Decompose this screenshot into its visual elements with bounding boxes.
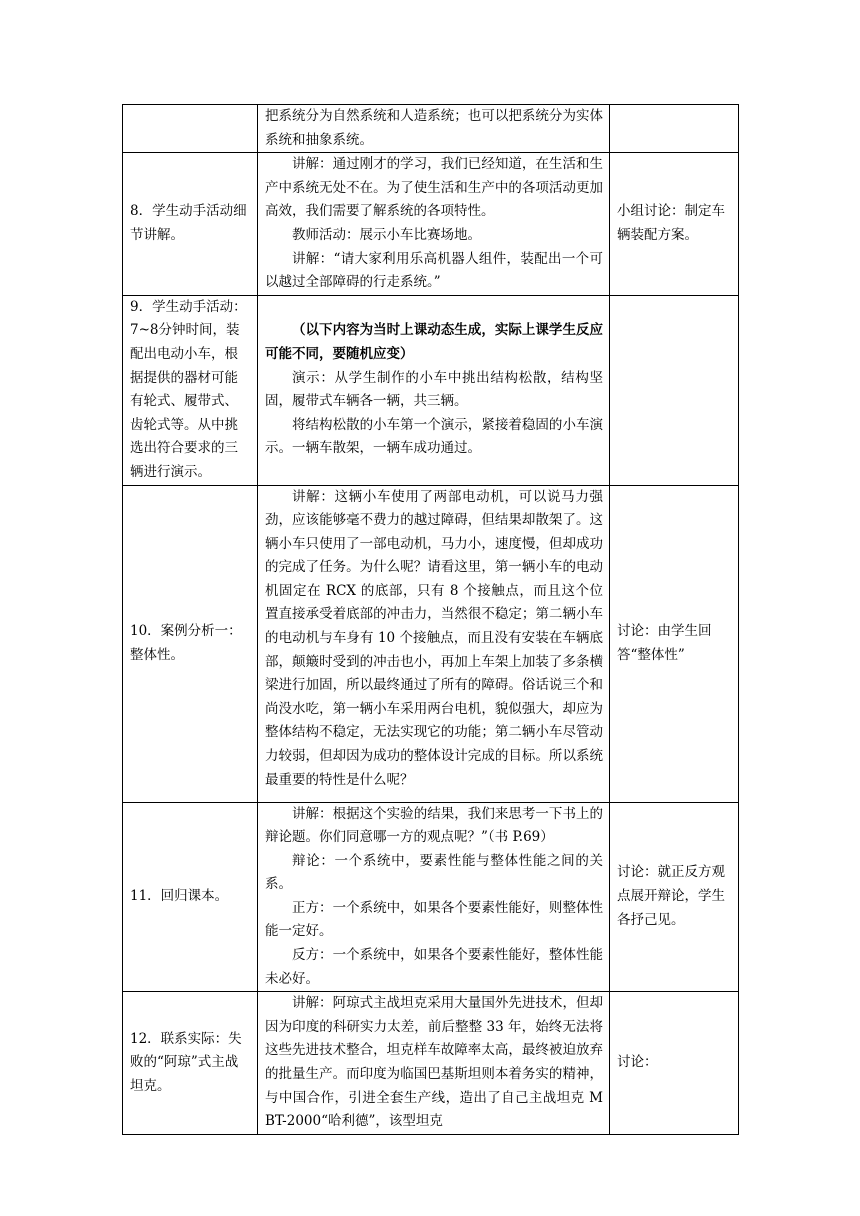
table-row (123, 485, 739, 802)
content-paragraph: 讲解：“请大家利用乐高机器人组件，装配出一个可以越过全部障碍的行走系统。” (265, 250, 603, 291)
content-paragraph: 演示：从学生制作的小车中挑出结构松散，结构坚固，履带式车辆各一辆，共三辆。 (265, 369, 603, 410)
content-cell (258, 485, 610, 802)
activity-cell (610, 105, 739, 153)
activity-cell: 小组讨论：制定车辆装配方案。 (610, 153, 739, 296)
step-cell: 11．回归课本。 (123, 802, 258, 992)
content-paragraph: 讲解：这辆小车使用了两部电动机，可以说马力强劲，应该能够毫不费力的越过障碍，但结果却散架了。这辆小车只使用了一部电动机，马力小，速度慢，但却成功的完成了任务。为什么呢？请看这里，第一辆小车的电动机固定在 RCX 的底部，只有 8 个接触点，而且这个位置直接承受着底部的冲击力，当然很不稳定；第二辆小车的电动机与车身有 10 个接触点，而且没有安装在车辆底部，颠簸时受到的冲击也小，再加上车架上加装了多条横梁进行加固，所以最终通过了所有的障碍。俗话说三个和尚没水吃，第一辆小车采用两台电机，貌似强大，却应为整体结构不稳定，无法实现它的功能；第二辆小车尽管动力较弱，但却因为成功的整体设计完成的目标。所以系统最重要的特性是什么呢？ (265, 488, 603, 788)
lesson-plan-table (122, 104, 739, 1135)
step-cell: 8．学生动手活动细节讲解。 (123, 153, 258, 296)
content-paragraph: 把系统分为自然系统和人造系统；也可以把系统分为实体系统和抽象系统。 (265, 108, 603, 148)
step-cell: 10．案例分析一：整体性。 (123, 485, 258, 802)
content-cell (258, 992, 610, 1135)
content-paragraph: 反方：一个系统中，如果各个要素性能好，整体性能未必好。 (265, 947, 603, 987)
step-cell (123, 105, 258, 153)
content-cell (258, 153, 610, 296)
content-paragraph: 将结构松散的小车第一个演示，紧接着稳固的小车演示。一辆车散架，一辆车成功通过。 (265, 416, 603, 457)
table-row (123, 105, 739, 153)
content-cell (258, 105, 610, 153)
content-paragraph: 讲解：阿琼式主战坦克采用大量国外先进技术，但却因为印度的科研实力太差，前后整整 33 年，始终无法将这些先进技术整合，坦克样车故障率太高，最终被迫放弃的批量生产。而印度为临国巴基斯坦则本着务实的精神，与中国合作，引进全套生产线，造出了自己主战坦克 MBT-2000“哈利德”，该型坦克 (265, 995, 603, 1130)
table-row (123, 992, 739, 1135)
table-row (123, 153, 739, 296)
activity-cell: 讨论： (610, 992, 739, 1135)
dynamic-note: （以下内容为当时上课动态生成，实际上课学生反应可能不同，要随机应变） (265, 322, 603, 362)
content-paragraph: 正方：一个系统中，如果各个要素性能好，则整体性能一定好。 (265, 899, 603, 940)
content-paragraph: 辩论：一个系统中，要素性能与整体性能之间的关系。 (265, 852, 603, 893)
step-cell: 12．联系实际：失败的“阿琼”式主战坦克。 (123, 992, 258, 1135)
content-paragraph: 教师活动：展示小车比赛场地。 (292, 226, 481, 243)
table-row (123, 802, 739, 992)
content-paragraph: 讲解：根据这个实验的结果，我们来思考一下书上的辩论题。你们同意哪一方的观点呢？”（书 P.69） (265, 805, 603, 846)
activity-cell (610, 295, 739, 485)
activity-cell: 讨论：就正反方观点展开辩论，学生各抒己见。 (610, 802, 739, 992)
content-paragraph: 讲解：通过刚才的学习，我们已经知道，在生活和生产中系统无处不在。为了使生活和生产中的各项活动更加高效，我们需要了解系统的各项特性。 (265, 156, 603, 220)
table-row (123, 295, 739, 485)
step-cell: 9．学生动手活动：7~8分钟时间，装配出电动小车，根据提供的器材可能有轮式、履带式、齿轮式等。从中挑选出符合要求的三辆进行演示。 (123, 295, 258, 485)
activity-cell: 讨论：由学生回答“整体性” (610, 485, 739, 802)
content-cell (258, 802, 610, 992)
content-cell (258, 295, 610, 485)
